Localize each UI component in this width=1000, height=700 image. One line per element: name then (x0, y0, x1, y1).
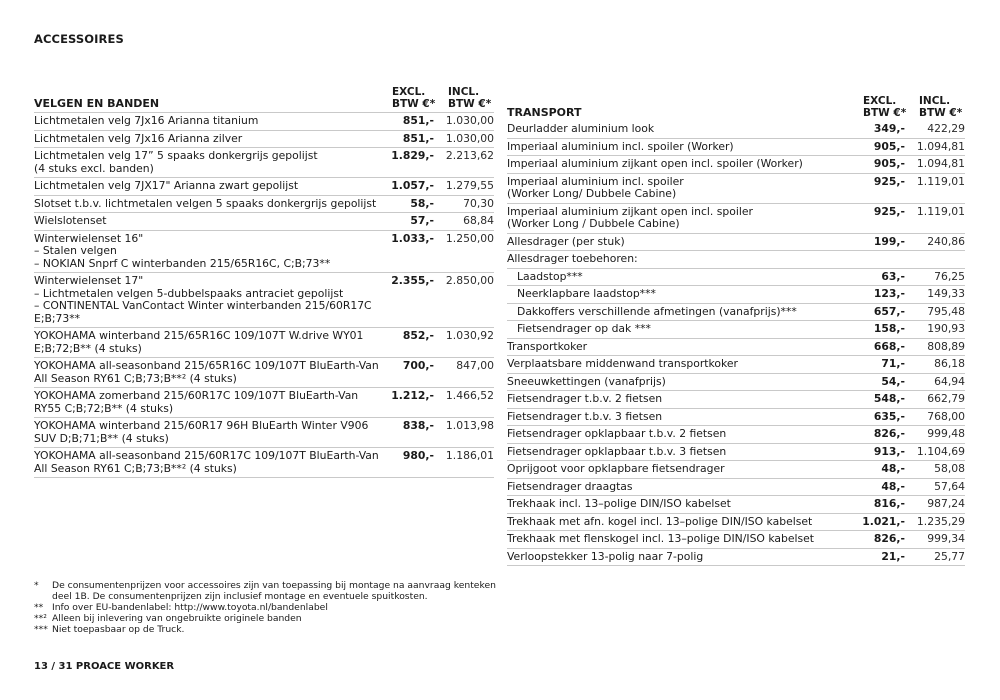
table-row (34, 131, 494, 149)
table-row (34, 418, 494, 448)
column-header-excl-line1: EXCL. (392, 86, 426, 98)
item-description: Imperiaal aluminium zijkant open incl. spoiler (Worker Long / Dubbele Cabine) (507, 204, 753, 230)
column-header-excl-line1: EXCL. (863, 95, 897, 107)
section-velgen-en-banden (34, 86, 494, 478)
item-description: Winterwielenset 16" – Stalen velgen – NOKIAN Snprf C winterbanden 215/65R16C, C;B;73** (34, 231, 331, 270)
price-excl-vat: 635,- (873, 409, 905, 423)
price-excl-vat: 851,- (402, 114, 434, 127)
price-incl-vat: 190,93 (927, 322, 965, 335)
price-incl-vat: 987,24 (927, 497, 965, 510)
price-excl-vat: 826,- (873, 427, 905, 440)
price-excl-vat: 123,- (873, 287, 905, 300)
price-excl-vat: 2.355,- (391, 274, 434, 287)
item-description: Laadstop*** (517, 269, 583, 283)
item-description: Fietsendrager t.b.v. 3 fietsen (507, 409, 663, 423)
table-row (507, 496, 965, 514)
item-description: Wielslotenset (34, 214, 107, 227)
column-header-excl (863, 95, 913, 121)
table-row (34, 358, 494, 388)
price-incl-vat: 64,94 (934, 374, 965, 388)
price-incl-vat: 999,48 (927, 427, 965, 440)
table-row (507, 204, 965, 234)
table-row (507, 514, 965, 532)
table-row (507, 304, 965, 322)
item-description: Neerklapbare laadstop*** (517, 287, 656, 300)
column-header-incl (448, 86, 494, 112)
price-excl-vat: 48,- (881, 479, 905, 493)
table-row (507, 549, 965, 567)
price-incl-vat: 1.235,29 (916, 514, 965, 528)
table-row (507, 444, 965, 462)
column-header-excl-line2: BTW €* (392, 98, 436, 110)
price-excl-vat: 21,- (881, 549, 905, 563)
item-description: Verplaatsbare middenwand transportkoker (507, 357, 738, 370)
price-incl-vat: 1.279,55 (445, 179, 494, 192)
item-description: Allesdrager toebehoren: (507, 252, 638, 265)
footnote-text: Niet toepasbaar op de Truck. (52, 624, 185, 635)
price-incl-vat: 2.213,62 (445, 149, 494, 162)
item-description: Trekhaak met afn. kogel incl. 13–polige DIN/ISO kabelset (507, 514, 813, 528)
column-header-excl-line2: BTW €* (863, 107, 907, 119)
price-incl-vat: 86,18 (934, 357, 965, 370)
item-description: YOKOHAMA all-seasonband 215/60R17C 109/107T BluEarth-Van All Season RY61 C;B;73;B**² (4 stuks) (34, 449, 379, 475)
price-excl-vat: 852,- (402, 329, 434, 342)
table-row (34, 178, 494, 196)
item-description: Fietsendrager opklapbaar t.b.v. 3 fietsen (507, 444, 727, 458)
price-incl-vat: 149,33 (927, 287, 965, 300)
table-row (507, 269, 965, 287)
price-excl-vat: 925,- (873, 204, 905, 218)
price-table-body (34, 113, 494, 478)
table-row (34, 448, 494, 478)
price-incl-vat: 1.094,81 (916, 139, 965, 153)
item-description: Lichtmetalen velg 7Jx16 Arianna titanium (34, 114, 259, 127)
item-description: Deurladder aluminium look (507, 122, 655, 135)
table-row (507, 139, 965, 157)
table-row (34, 196, 494, 214)
item-description: Imperiaal aluminium zijkant open incl. spoiler (Worker) (507, 157, 803, 170)
price-incl-vat: 1.013,98 (445, 419, 494, 432)
table-row (507, 356, 965, 374)
price-excl-vat: 71,- (881, 357, 905, 370)
table-row (507, 461, 965, 479)
price-incl-vat: 240,86 (927, 234, 965, 248)
price-excl-vat: 816,- (873, 497, 905, 510)
table-row (507, 121, 965, 139)
price-incl-vat: 795,48 (927, 304, 965, 318)
item-description: Trekhaak met flenskogel incl. 13–polige DIN/ISO kabelset (507, 532, 815, 545)
price-incl-vat: 768,00 (927, 409, 965, 423)
price-excl-vat: 54,- (881, 374, 905, 388)
price-incl-vat: 1.119,01 (916, 204, 965, 218)
page-footer: 13 / 31 PROACE WORKER (34, 661, 175, 672)
price-excl-vat: 668,- (873, 339, 905, 353)
price-excl-vat: 349,- (873, 122, 905, 135)
table-row (507, 531, 965, 549)
table-row (507, 479, 965, 497)
price-excl-vat: 925,- (873, 174, 905, 188)
table-row (507, 374, 965, 392)
item-description: YOKOHAMA zomerband 215/60R17C 109/107T BluEarth-Van RY55 C;B;72;B** (4 stuks) (34, 389, 359, 415)
price-excl-vat: 851,- (402, 131, 434, 145)
table-row (34, 388, 494, 418)
section-transport (507, 86, 965, 566)
table-row (507, 339, 965, 357)
footnote (34, 602, 504, 613)
price-excl-vat: 63,- (881, 269, 905, 283)
price-incl-vat: 58,08 (934, 462, 965, 475)
price-excl-vat: 838,- (402, 419, 434, 432)
item-description: Lichtmetalen velg 7JX17" Arianna zwart gepolijst (34, 179, 299, 192)
price-excl-vat: 980,- (402, 449, 434, 462)
item-description: Lichtmetalen velg 17” 5 spaaks donkergrijs gepolijst (4 stuks excl. banden) (34, 149, 318, 175)
price-incl-vat: 70,30 (463, 196, 494, 210)
price-incl-vat: 662,79 (927, 392, 965, 405)
price-incl-vat: 1.030,00 (445, 114, 494, 127)
price-incl-vat: 68,84 (463, 214, 494, 227)
footnote-mark: * (34, 580, 39, 591)
table-row (507, 234, 965, 252)
item-description: Transportkoker (507, 339, 588, 353)
table-row (507, 426, 965, 444)
price-excl-vat: 826,- (873, 532, 905, 545)
table-row (507, 174, 965, 204)
item-description: Imperiaal aluminium incl. spoiler (Worker Long/ Dubbele Cabine) (507, 174, 684, 200)
price-excl-vat: 48,- (881, 462, 905, 475)
footnote-mark: *** (34, 624, 48, 635)
column-header-incl-line1: INCL. (919, 95, 951, 107)
footnote-text: Alleen bij inlevering van ongebruikte originele banden (52, 613, 302, 624)
price-excl-vat: 1.829,- (391, 149, 434, 162)
price-excl-vat: 1.212,- (391, 389, 434, 402)
price-excl-vat: 158,- (873, 322, 905, 335)
price-excl-vat: 1.057,- (391, 179, 434, 192)
item-description: Trekhaak incl. 13–polige DIN/ISO kabelset (507, 497, 731, 510)
column-header-incl-line2: BTW €* (919, 107, 963, 119)
item-description: Winterwielenset 17" – Lichtmetalen velgen 5-dubbelspaaks antraciet gepolijst – CONTINENTAL VanContact Winter winterbanden 215/60R17C E;B;73** (34, 274, 372, 325)
price-incl-vat: 76,25 (934, 269, 965, 283)
item-description: YOKOHAMA winterband 215/60R17 96H BluEarth Winter V906 SUV D;B;71;B** (4 stuks) (34, 419, 369, 445)
table-row (34, 273, 494, 328)
column-header-incl (919, 95, 965, 121)
item-description: Allesdrager (per stuk) (507, 234, 625, 248)
footnote (34, 580, 504, 602)
item-description: Dakkoffers verschillende afmetingen (vanafprijs)*** (517, 304, 797, 318)
footnote (34, 624, 504, 635)
price-excl-vat: 58,- (410, 196, 434, 210)
table-row (507, 321, 965, 339)
table-header (507, 86, 965, 121)
table-row (507, 251, 965, 269)
price-incl-vat: 57,64 (934, 479, 965, 493)
item-description: Fietsendrager draagtas (507, 479, 633, 493)
price-incl-vat: 1.030,00 (445, 131, 494, 145)
price-incl-vat: 25,77 (934, 549, 965, 563)
section-title: VELGEN EN BANDEN (34, 97, 160, 110)
price-excl-vat: 1.033,- (391, 231, 434, 245)
price-excl-vat: 57,- (410, 214, 434, 227)
item-description: Verloopstekker 13-polig naar 7-polig (507, 549, 704, 563)
price-excl-vat: 657,- (873, 304, 905, 318)
price-incl-vat: 1.466,52 (445, 389, 494, 402)
price-excl-vat: 913,- (873, 444, 905, 458)
price-incl-vat: 422,29 (927, 122, 965, 135)
table-row (34, 113, 494, 131)
price-excl-vat: 199,- (873, 234, 905, 248)
table-row (507, 409, 965, 427)
price-table-body (507, 121, 965, 566)
footnote-mark: ** (34, 602, 44, 613)
column-header-excl (392, 86, 442, 112)
price-excl-vat: 700,- (402, 359, 434, 372)
price-incl-vat: 1.104,69 (916, 444, 965, 458)
footnotes (34, 580, 504, 635)
item-description: YOKOHAMA all-seasonband 215/65R16C 109/107T BluEarth-Van All Season RY61 C;B;73;B**² (4 stuks) (34, 359, 379, 385)
footnote-text: Info over EU-bandenlabel: http://www.toyota.nl/bandenlabel (52, 602, 328, 613)
price-incl-vat: 1.250,00 (445, 231, 494, 245)
page-title: ACCESSOIRES (34, 32, 124, 46)
table-row (34, 328, 494, 358)
item-description: Sneeuwkettingen (vanafprijs) (507, 374, 666, 388)
item-description: YOKOHAMA winterband 215/65R16C 109/107T W.drive WY01 E;B;72;B** (4 stuks) (34, 329, 364, 355)
column-header-incl-line2: BTW €* (448, 98, 492, 110)
item-description: Slotset t.b.v. lichtmetalen velgen 5 spaaks donkergrijs gepolijst (34, 196, 377, 210)
item-description: Fietsendrager t.b.v. 2 fietsen (507, 392, 663, 405)
column-header-incl-line1: INCL. (448, 86, 480, 98)
section-title: TRANSPORT (507, 106, 582, 119)
price-excl-vat: 905,- (873, 157, 905, 170)
price-incl-vat: 847,00 (456, 359, 494, 372)
table-row (34, 231, 494, 274)
table-row (507, 286, 965, 304)
price-incl-vat: 808,89 (927, 339, 965, 353)
price-incl-vat: 1.119,01 (916, 174, 965, 188)
footnote (34, 613, 504, 624)
price-excl-vat: 905,- (873, 139, 905, 153)
item-description: Oprijgoot voor opklapbare fietsendrager (507, 462, 725, 475)
item-description: Lichtmetalen velg 7Jx16 Arianna zilver (34, 131, 243, 145)
item-description: Fietsendrager opklapbaar t.b.v. 2 fietsen (507, 427, 727, 440)
price-incl-vat: 1.030,92 (445, 329, 494, 342)
item-description: Fietsendrager op dak *** (517, 322, 651, 335)
table-row (507, 391, 965, 409)
footnote-text: De consumentenprijzen voor accessoires zijn van toepassing bij montage na aanvraag kenteken deel 1B. De consumentenprijzen zijn inclusief montage en eventuele spuitkosten. (52, 580, 496, 602)
footnote-mark: **² (34, 613, 47, 624)
price-incl-vat: 999,34 (927, 532, 965, 545)
table-row (34, 148, 494, 178)
table-header (34, 86, 494, 113)
price-incl-vat: 2.850,00 (445, 274, 494, 287)
price-excl-vat: 548,- (873, 392, 905, 405)
price-incl-vat: 1.186,01 (445, 449, 494, 462)
price-excl-vat: 1.021,- (862, 514, 905, 528)
item-description: Imperiaal aluminium incl. spoiler (Worker) (507, 139, 734, 153)
table-row (34, 213, 494, 231)
price-incl-vat: 1.094,81 (916, 157, 965, 170)
table-row (507, 156, 965, 174)
